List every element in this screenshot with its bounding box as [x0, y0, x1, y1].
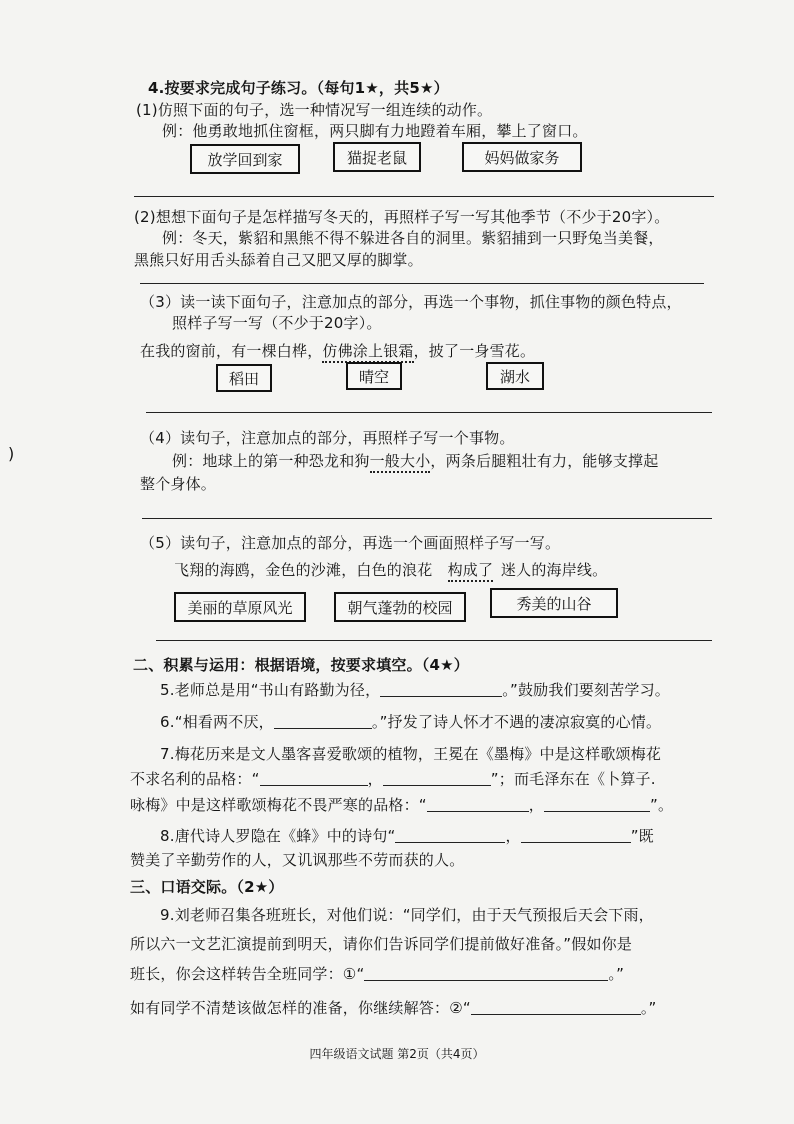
q5-instruction: （5）读句子，注意加点的部分，再选一个画面照样子写一写。: [140, 534, 561, 552]
q7-line1: 7.梅花历来是文人墨客喜爱歌颂的植物，王冕在《墨梅》中是这样歌颂梅花: [160, 745, 662, 763]
q5-sentence: [174, 560, 607, 580]
q3-instruction-line1: （3）读一读下面句子，注意加点的部分，再选一个事物，抓住事物的颜色特点，: [140, 293, 682, 311]
answer-line[interactable]: [140, 283, 704, 284]
q8-line1: [160, 826, 654, 846]
q4-example-line2: 整个身体。: [140, 475, 217, 493]
q9-line2: 所以六一文艺汇演提前到明天，请你们告诉同学们提前做好准备。”假如你是: [130, 935, 633, 953]
option-box[interactable]: 美丽的草原风光: [174, 592, 306, 622]
q9-line3: [130, 964, 624, 984]
fill-blank[interactable]: [395, 828, 505, 843]
option-box[interactable]: 稻田: [216, 364, 272, 392]
q7-line2-pre: 不求名利的品格：“: [130, 770, 260, 788]
option-box[interactable]: 湖水: [486, 362, 544, 390]
fill-blank[interactable]: [364, 966, 608, 981]
fill-blank[interactable]: [544, 797, 650, 812]
q6-fill: [160, 712, 661, 732]
q9-line3-pre: 班长，你会这样转告全班同学：①“: [130, 965, 365, 983]
comma: ，: [528, 796, 544, 814]
q1-example: 例：他勇敢地抓住窗框，两只脚有力地蹬着车厢，攀上了窗口。: [162, 122, 588, 140]
fill-blank[interactable]: [380, 682, 502, 697]
q3-sentence: [140, 341, 535, 361]
answer-line[interactable]: [134, 196, 714, 197]
q5-sentence-pre: 飞翔的海鸥，金色的沙滩，白色的浪花: [174, 561, 433, 579]
q3-instruction-line2: 照样子写一写（不少于20字）。: [172, 314, 382, 332]
q8-line1-pre: 8.唐代诗人罗隐在《蜂》中的诗句“: [160, 827, 396, 845]
q2-example-line2: 黑熊只好用舌头舔着自己又肥又厚的脚掌。: [134, 251, 423, 269]
option-box[interactable]: 妈妈做家务: [462, 142, 582, 172]
answer-line[interactable]: [146, 412, 712, 413]
q5-sentence-post: 迷人的海岸线。: [500, 561, 608, 579]
fill-blank[interactable]: [521, 828, 631, 843]
q9-line4-post: 。”: [640, 999, 657, 1017]
option-box[interactable]: 秀美的山谷: [490, 588, 618, 618]
margin-mark: ): [8, 444, 15, 463]
q5-fill-pre: 5.老师总是用“书山有路勤为径，: [160, 681, 381, 699]
q7-line3: [130, 795, 673, 815]
comma: ，: [367, 770, 383, 788]
q6-fill-post: 。”抒发了诗人怀才不遇的凄凉寂寞的心情。: [371, 713, 662, 731]
q7-line2: [130, 769, 656, 789]
q4-instruction: （4）读句子，注意加点的部分，再照样子写一个事物。: [140, 429, 515, 447]
option-box[interactable]: 朝气蓬勃的校园: [334, 592, 466, 622]
q4-example: [172, 451, 658, 471]
section-heading: 三、口语交际。（2★）: [130, 878, 284, 896]
q8-line2: 赞美了辛勤劳作的人，又讥讽那些不劳而获的人。: [130, 851, 465, 869]
q3-sentence-dotted: 仿佛涂上银霜: [322, 342, 413, 363]
section-heading: 4.按要求完成句子练习。（每句1★，共5★）: [148, 79, 449, 97]
q9-line3-post: 。”: [608, 965, 625, 983]
q7-line3-pre: 咏梅》中是这样歌颂梅花不畏严寒的品格：“: [130, 796, 427, 814]
q3-sentence-pre: 在我的窗前，有一棵白桦，: [140, 342, 323, 360]
fill-blank[interactable]: [427, 797, 529, 812]
q9-line1: 9.刘老师召集各班班长，对他们说：“同学们，由于天气预报后天会下雨，: [160, 906, 654, 924]
answer-line[interactable]: [142, 518, 712, 519]
fill-blank[interactable]: [274, 714, 372, 729]
q5-fill: [160, 680, 670, 700]
answer-line[interactable]: [156, 640, 712, 641]
fill-blank[interactable]: [471, 1000, 641, 1015]
q4-example-dotted: 一般大小: [370, 452, 431, 473]
q4-example-post: ，两条后腿粗壮有力，能够支撑起: [430, 452, 659, 470]
q6-fill-pre: 6.“相看两不厌，: [160, 713, 274, 731]
option-box[interactable]: 晴空: [346, 362, 402, 390]
q1-instruction: (1)仿照下面的句子，选一种情况写一组连续的动作。: [136, 101, 493, 119]
option-box[interactable]: 猫捉老鼠: [333, 142, 421, 172]
option-box[interactable]: 放学回到家: [190, 144, 300, 174]
q2-example-line1: 例：冬天，紫貂和黑熊不得不躲进各自的洞里。紫貂捕到一只野兔当美餐，: [162, 229, 664, 247]
q5-sentence-dotted: 构成了: [448, 561, 494, 582]
q7-line2-post: ”；而毛泽东在《卜算子.: [490, 770, 656, 788]
q2-instruction: (2)想想下面句子是怎样描写冬天的，再照样子写一写其他季节（不少于20字）。: [134, 208, 670, 226]
q9-line4: [130, 998, 657, 1018]
q5-fill-post: 。”鼓励我们要刻苦学习。: [502, 681, 670, 699]
q8-line1-post: ”既: [630, 827, 654, 845]
page-footer: 四年级语文试题 第2页（共4页）: [309, 1047, 485, 1061]
q3-sentence-post: ，披了一身雪花。: [413, 342, 536, 360]
q7-line3-post: ”。: [649, 796, 674, 814]
comma: ，: [505, 827, 521, 845]
section-heading: 二、积累与运用：根据语境，按要求填空。（4★）: [133, 656, 469, 674]
q4-example-pre: 例：地球上的第一种恐龙和狗: [172, 452, 370, 470]
fill-blank[interactable]: [383, 771, 491, 786]
fill-blank[interactable]: [260, 771, 368, 786]
q9-line4-pre: 如有同学不清楚该做怎样的准备，你继续解答：②“: [130, 999, 471, 1017]
